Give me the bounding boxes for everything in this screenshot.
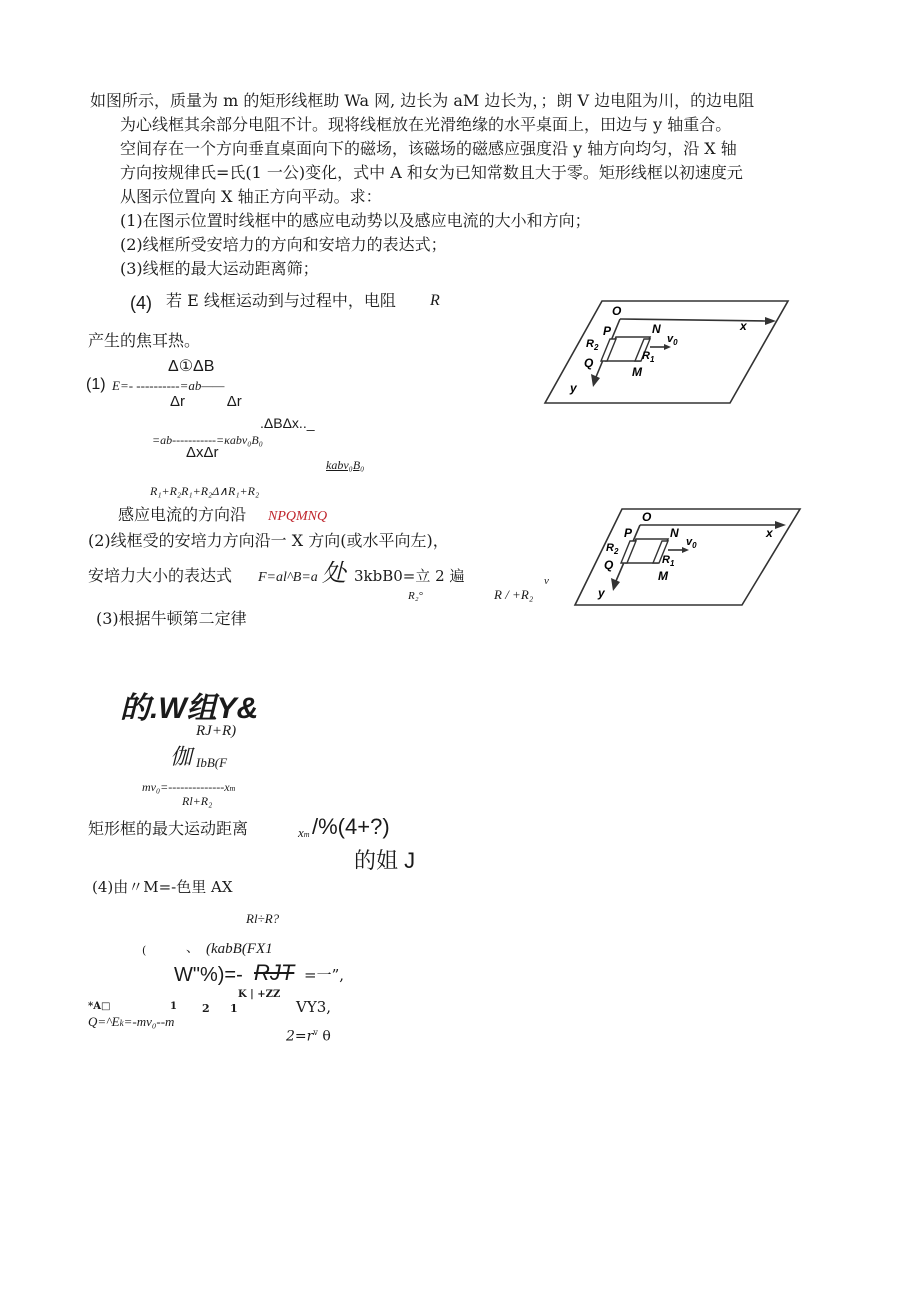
figure-bottom <box>570 505 815 610</box>
s1-denominator: Δr Δr <box>170 393 242 410</box>
s4-rr: Rl÷R? <box>246 911 280 926</box>
s4-n3: 1 <box>230 1002 238 1015</box>
y-axis-arrow-icon <box>591 374 600 387</box>
label-y: y <box>570 381 577 395</box>
svg-text:R1 <box>662 554 675 568</box>
label-p: P <box>603 324 612 338</box>
label-v-sub-2: 0 <box>692 541 697 550</box>
s2-line-2-text: 安培力大小的表达式 <box>88 566 233 585</box>
svg-text:v0 <box>686 536 697 550</box>
s1-top: Δ①ΔB <box>168 358 215 375</box>
figure-top <box>540 295 795 410</box>
s3-big-formula-sub: RJ+R) <box>196 723 237 739</box>
s4-q-rest: =-mv₀--m <box>123 1014 175 1029</box>
question-4-continuation: 产生的焦耳热。 <box>88 331 201 350</box>
label-v-sub: 0 <box>673 338 678 347</box>
resistor-r2-2 <box>621 541 636 563</box>
s4-rjt: RJT <box>254 960 295 985</box>
s4-q-sub: k <box>119 1018 124 1028</box>
s3-big-formula: 的.W组Y& <box>120 692 259 725</box>
label-o-2: O <box>642 510 652 524</box>
s3-result-value: /%(4+?) <box>312 814 390 839</box>
label-v-2: v <box>686 536 693 548</box>
s2-formula-big: 处 <box>322 559 346 587</box>
svg-text:R1 <box>642 350 655 364</box>
label-r2-sub: 2 <box>593 343 599 352</box>
x-axis-arrow-icon-2 <box>775 521 786 529</box>
s4-n1: 1 <box>170 1001 177 1012</box>
intro-line-5: 从图示位置向 X 轴正方向平动。求： <box>120 187 382 206</box>
intro-line-3: 空间存在一个方向垂直桌面向下的磁场，该磁场的磁感应强度沿 y 轴方向均匀，沿 X 轴 <box>120 139 737 158</box>
svg-text:R2 <box>606 542 619 556</box>
label-o: O <box>612 304 622 318</box>
label-r2-sub-2: 2 <box>613 547 619 556</box>
s3-result-text: 矩形框的最大运动距离 <box>88 819 249 838</box>
intro-line-1: 如图所示，质量为 m 的矩形线框助 Wa 网, 边长为 aM 边长为，；朗 V 边电阻为川，的边电阻 <box>90 91 755 110</box>
label-r1-sub: 1 <box>649 355 655 364</box>
label-v: v <box>667 333 674 345</box>
s3-result-x: x <box>298 825 304 840</box>
svg-text:v0 <box>667 333 678 347</box>
s2-sub-1: R₂° <box>408 590 423 602</box>
s4-paren: ( <box>142 944 147 957</box>
y-axis-arrow-icon-2 <box>611 578 620 591</box>
s1-direction-text: 感应电流的方向沿 <box>118 505 247 524</box>
s3-mv-denominator: Rl+R₂ <box>182 794 213 808</box>
label-r1-2: R <box>662 554 670 566</box>
s2-sub-2: R / +R₂ <box>494 587 534 602</box>
intro-line-2: 为心线框其余部分电阻不计。现将线框放在光滑绝缘的水平桌面上，田边与 y 轴重合。 <box>120 115 732 134</box>
s1-b-denominator: ΔxΔr <box>186 444 219 461</box>
s4-comma: 、 <box>186 941 200 956</box>
s1-direction-value: NPQMNQ <box>268 509 328 524</box>
s4-n2: 2 <box>202 1002 210 1015</box>
label-n-2: N <box>670 526 679 540</box>
s3-mv-sub: m <box>229 784 236 793</box>
s1-main: E=- ----------=ab—— <box>112 378 225 393</box>
question-2: (2)线框所受安培力的方向和安培力的表达式； <box>120 235 447 254</box>
s4-w: W"%)=- <box>174 964 243 986</box>
s4-last-rest: θ <box>317 1028 331 1045</box>
s4-tail: =一”, <box>304 966 345 984</box>
svg-text:R2 <box>586 338 599 352</box>
s4-last: 2=r <box>286 1028 314 1045</box>
s4-vy: VY3, <box>296 998 332 1016</box>
s3-result-sub: m <box>303 830 310 839</box>
s1-b-main: =ab-----------=κabv₀B₀ <box>152 433 263 447</box>
label-q-2: Q <box>604 558 614 572</box>
intro-line-4: 方向按规律氏=氏(1 一公)变化，式中 A 和女为已知常数且大于零。矩形线框以初速度元 <box>120 163 743 182</box>
s3-line: (3)根据牛顿第二定律 <box>96 609 247 628</box>
question-4-text: 若 E 线框运动到与过程中，电阻 <box>166 291 396 310</box>
s2-line-1: (2)线框受的安培力方向沿一 X 方向(或水平向左)， <box>88 531 449 550</box>
label-y-2: y <box>598 586 605 600</box>
s3-f: 伽 <box>170 745 193 770</box>
s1-head: (1) <box>86 376 106 393</box>
s2-formula-rest: 3kbB0=立 2 遍 <box>354 567 465 585</box>
s4-kab: (kabB(FX1 <box>206 941 273 957</box>
s4-line: (4)由〃M=-色里 AX <box>92 878 233 896</box>
question-3: (3)线框的最大运动距离筛； <box>120 259 319 278</box>
s3-result-line-2: 的姐 J <box>354 848 416 873</box>
label-r1: R <box>642 350 650 362</box>
s4-q: Q=^E <box>88 1014 120 1029</box>
label-n: N <box>652 322 661 336</box>
question-4-number: (4) <box>130 293 152 313</box>
s4-kzz: K | +ZZ <box>238 989 281 1000</box>
question-1: (1)在图示位置时线框中的感应电动势以及感应电流的大小和方向； <box>120 211 591 230</box>
label-m: M <box>632 365 642 379</box>
plane-outline <box>545 301 788 403</box>
label-m-2: M <box>658 569 668 583</box>
s1-i-denominator: R₁+R₂R₁+R₂Δ∧R₁+R₂ <box>150 484 260 498</box>
label-r2-2: R <box>606 542 614 554</box>
label-p-2: P <box>624 526 633 540</box>
s3-f-rest: IbB(F <box>196 755 228 770</box>
label-r1-sub-2: 1 <box>669 559 675 568</box>
s4-last-sup: v <box>313 1028 318 1037</box>
plane-outline-2 <box>575 509 800 605</box>
s2-formula: F=al^B=a <box>258 570 318 585</box>
label-r2: R <box>586 338 594 350</box>
label-x: x <box>740 319 747 333</box>
label-x-2: x <box>766 526 773 540</box>
question-4-r: R <box>430 292 440 309</box>
s4-star: *A□ <box>88 1001 111 1012</box>
s1-i-numerator: kabv₀B₀ <box>326 458 365 472</box>
s3-mv: mv₀=--------------x <box>142 780 230 794</box>
s1-b-top: .ΔBΔx.._ <box>260 415 315 431</box>
s2-v: v <box>544 575 549 587</box>
label-q: Q <box>584 356 594 370</box>
resistor-r2 <box>601 339 616 361</box>
